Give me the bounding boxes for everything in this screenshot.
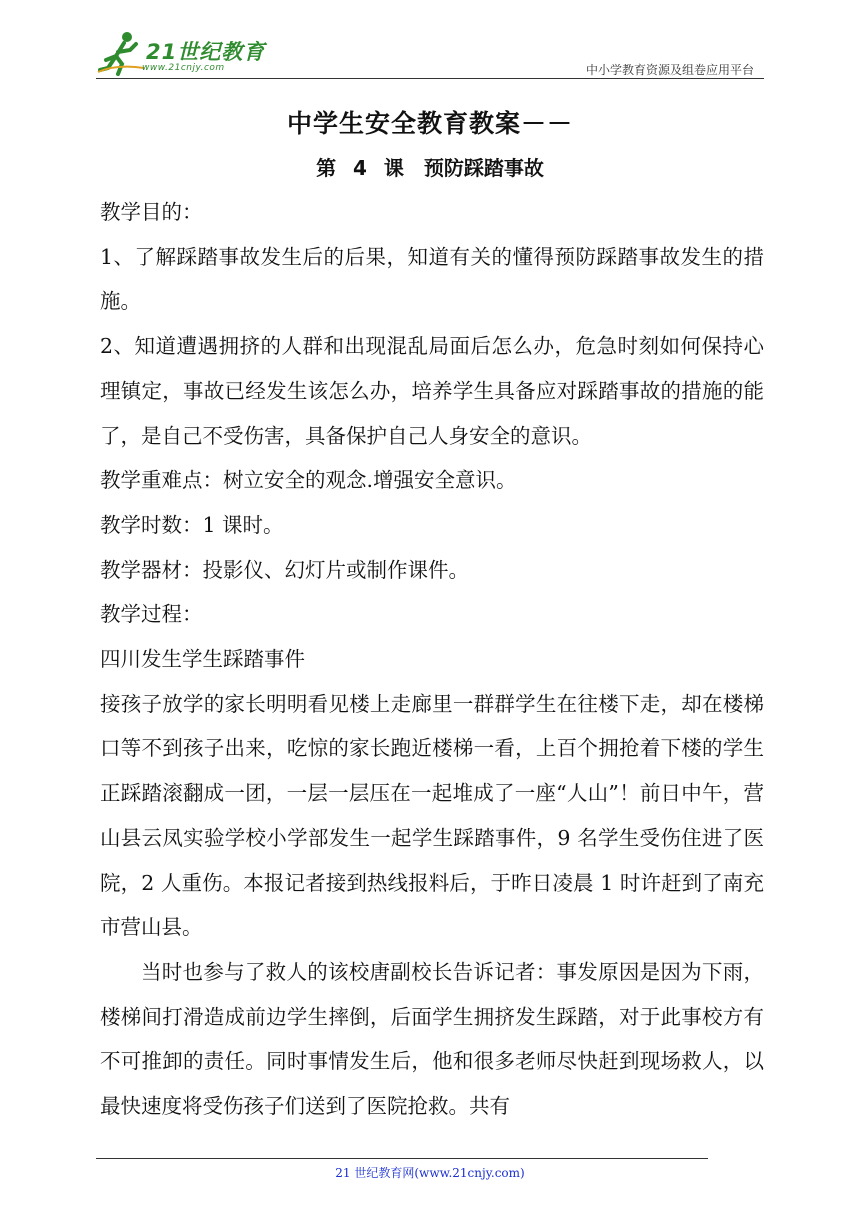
paragraph: 教学时数：1 课时。 — [100, 512, 284, 537]
footer-link[interactable]: 21 世纪教育网(www.21cnjy.com) — [335, 1166, 525, 1180]
platform-label: 中小学教育资源及组卷应用平台 — [585, 63, 754, 77]
paragraph: 接孩子放学的家长明明看见楼上走廊里一群群学生在往楼下走，却在楼梯口等不到孩子出来，吃惊的家长跑近楼梯一看，上百个拥抢着下楼的学生正踩踏滚翻成一团，一层一层压在一起堆成了一座“人山”！前日中午，营山县云凤实验学校小学部发生一起学生踩踏事件，9 名学生受伤住进了医院，2 人重伤。本报记者接到热线报料后，于昨日凌晨 1 时许赶到了南充市营山县。 — [100, 691, 764, 940]
lesson-subtitle: 第 4 课 预防踩踏事故 — [316, 156, 544, 180]
paragraph: 1、了解踩踏事故发生后的后果，知道有关的懂得预防踩踏事故发生的措施。 — [100, 244, 764, 314]
document-title: 中学生安全教育教案－－ — [286, 109, 573, 138]
paragraph: 教学目的： — [100, 200, 203, 224]
logo-text: 21世纪教育 — [146, 40, 266, 64]
site-logo — [96, 30, 266, 78]
paragraph: 教学过程： — [100, 602, 203, 627]
document-body — [100, 190, 764, 1129]
runner-icon — [96, 30, 148, 76]
paragraph: 四川发生学生踩踏事件 — [100, 647, 305, 672]
paragraph: 教学重难点：树立安全的观念.增强安全意识。 — [100, 468, 517, 493]
logo-url: www.21cnjy.com — [142, 63, 225, 73]
paragraph: 教学器材：投影仪、幻灯片或制作课件。 — [100, 557, 469, 582]
header-divider — [96, 78, 764, 79]
paragraph: 当时也参与了救人的该校唐副校长告诉记者：事发原因是因为下雨，楼梯间打滑造成前边学生摔倒，后面学生拥挤发生踩踏，对于此事校方有不可推卸的责任。同时事情发生后，他和很多老师尽快赶到现场救人，以最快速度将受伤孩子们送到了医院抢救。共有 — [100, 959, 764, 1119]
footer-divider — [96, 1158, 708, 1159]
page-header — [96, 30, 764, 80]
paragraph: 2、知道遭遇拥挤的人群和出现混乱局面后怎么办，危急时刻如何保持心理镇定，事故已经发生该怎么办，培养学生具备应对踩踏事故的措施的能了，是自己不受伤害，具备保护自己人身安全的意识。 — [100, 334, 764, 448]
